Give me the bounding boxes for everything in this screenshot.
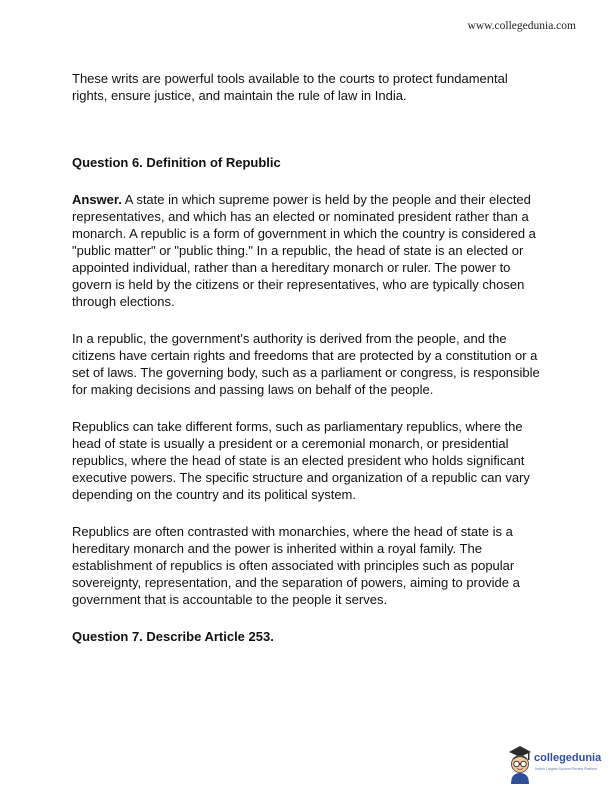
intro-paragraph: These writs are powerful tools available to the courts to protect fundamental rights, ensure justice, and maintain the rule of law in India.	[72, 71, 508, 103]
document-body	[72, 70, 542, 665]
site-url[interactable]: www.collegedunia.com	[467, 20, 576, 32]
question-7-heading: Question 7. Describe Article 253.	[72, 629, 274, 644]
question-6-answer	[72, 191, 542, 310]
logo-wordmark: collegedunia	[534, 752, 602, 764]
answer-text: A state in which supreme power is held by the people and their elected representatives, and which has an elected or nominated president rather than a monarch. A republic is a form of government in which the country is considered a "public matter" or "public thing." In a republic, the head of state is an elected or appointed individual, rather than a hereditary monarch or ruler. The power to govern is held by the citizens or their representatives, who are typically chosen through elections.	[72, 192, 536, 309]
answer-label: Answer.	[72, 192, 122, 207]
paragraph: Republics are often contrasted with monarchies, where the head of state is a hereditary monarch and the power is inherited within a royal family. The establishment of republics is often associated with principles such as popular sovereignty, representation, and the separation of powers, aiming to provide a government that is accountable to the people it serves.	[72, 524, 520, 607]
collegedunia-logo	[505, 742, 605, 786]
mascot-icon	[505, 742, 535, 784]
logo-tagline: India's Largest Student Review Platform	[535, 767, 598, 771]
paragraph: Republics can take different forms, such as parliamentary republics, where the head of state is usually a president or a ceremonial monarch, or presidential republics, where the head of state is an elected president who holds significant executive powers. The specific structure and organization of a republic can vary depending on the country and its political system.	[72, 419, 530, 502]
paragraph: In a republic, the government's authority is derived from the people, and the citizens have certain rights and freedoms that are protected by a constitution or a set of laws. The governing body, such as a parliament or congress, is responsible for making decisions and passing laws on behalf of the people.	[72, 331, 540, 397]
question-6-heading: Question 6. Definition of Republic	[72, 155, 281, 170]
